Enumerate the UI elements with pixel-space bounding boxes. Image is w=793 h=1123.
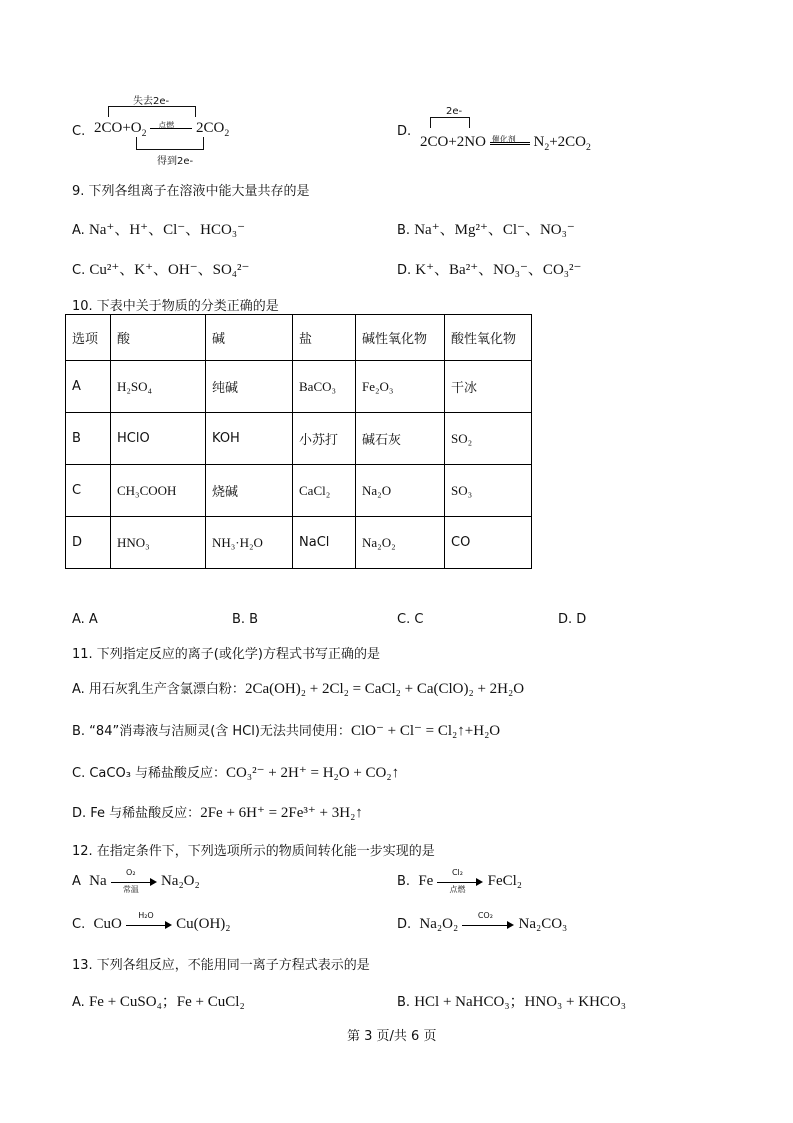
table-cell: CO — [445, 517, 532, 569]
q11-option-c: C. CaCO₃ 与稀盐酸反应：CO₃²⁻ + 2H⁺ = H₂O + CO₂↑ — [72, 765, 400, 781]
table-cell: C — [66, 465, 111, 517]
header-cell: 酸性氧化物 — [445, 315, 532, 361]
table-header-row — [66, 315, 532, 361]
table-cell: 干冰 — [445, 361, 532, 413]
q8-d-top-note: 2e- — [446, 106, 463, 117]
q11-stem: 11. 下列指定反应的离子(或化学)方程式书写正确的是 — [72, 647, 380, 662]
q8-d-bracket — [430, 117, 470, 128]
q10-choice-a: A. A — [72, 612, 98, 627]
table-cell: Na₂O₂ — [356, 517, 445, 569]
table-row — [66, 465, 532, 517]
header-cell: 盐 — [293, 315, 356, 361]
table-row — [66, 361, 532, 413]
table-cell: Fe₂O₃ — [356, 361, 445, 413]
table-cell: CH₃COOH — [111, 465, 206, 517]
table-cell: 小苏打 — [293, 413, 356, 465]
q8-d-equation: 2CO+2NO 催化剂 $N_2+2CO_2$ — [420, 134, 591, 153]
page-number: 第 3 页/共 6 页 — [347, 1029, 437, 1044]
table-cell: 碱石灰 — [356, 413, 445, 465]
table-cell: 烧碱 — [206, 465, 293, 517]
table-cell: CaCl₂ — [293, 465, 356, 517]
q12-option-c: C. CuO H₂O Cu(OH)₂ — [72, 910, 231, 932]
q13-stem: 13. 下列各组反应，不能用同一离子方程式表示的是 — [72, 958, 370, 973]
q11-option-b: B. “84”消毒液与洁厕灵(含 HCl)无法共同使用：ClO⁻ + Cl⁻ = Cl₂↑+H₂O — [72, 723, 501, 739]
q12-stem: 12. 在指定条件下，下列选项所示的物质间转化能一步实现的是 — [72, 844, 435, 859]
reaction-arrow: H₂O — [126, 920, 172, 930]
table-cell: NH₃·H₂O — [206, 517, 293, 569]
q12-option-a: A Na O₂ 常温 Na₂O₂ — [72, 867, 200, 894]
table-cell: Na₂O — [356, 465, 445, 517]
table-row — [66, 517, 532, 569]
table-cell: B — [66, 413, 111, 465]
header-cell: 碱 — [206, 315, 293, 361]
header-cell: 酸 — [111, 315, 206, 361]
table-cell: SO₂ — [445, 413, 532, 465]
classification-table — [65, 314, 532, 569]
reaction-arrow: CO₂ — [462, 920, 514, 930]
header-cell: 选项 — [66, 315, 111, 361]
q9-option-c: C. Cu²⁺、K⁺、OH⁻、SO₄²⁻ — [72, 262, 250, 278]
table-cell: HNO₃ — [111, 517, 206, 569]
table-cell: SO₃ — [445, 465, 532, 517]
table-cell: KOH — [206, 413, 293, 465]
q11-option-d: D. Fe 与稀盐酸反应：2Fe + 6H⁺ = 2Fe³⁺ + 3H₂↑ — [72, 805, 363, 821]
q10-choice-d: D. D — [558, 612, 587, 627]
q12-option-b: B. Fe Cl₂ 点燃 FeCl₂ — [397, 867, 523, 894]
q8-c-top-bracket — [108, 106, 196, 117]
header-cell: 碱性氧化物 — [356, 315, 445, 361]
q13-option-a: A. Fe + CuSO₄；Fe + CuCl₂ — [72, 994, 245, 1010]
q8-c-label: C. — [72, 124, 86, 139]
q8-c-bottom-note: 得到2e- — [157, 156, 194, 167]
q8-c-bottom-bracket — [136, 137, 204, 150]
reaction-arrow: O₂ 常温 — [111, 877, 157, 887]
q10-stem: 10. 下表中关于物质的分类正确的是 — [72, 299, 279, 314]
q9-option-a: A. Na⁺、H⁺、Cl⁻、HCO₃⁻ — [72, 222, 246, 238]
table-cell: A — [66, 361, 111, 413]
q12-option-d: D. Na₂O₂ CO₂ Na₂CO₃ — [397, 910, 568, 932]
q10-choice-c: C. C — [397, 612, 424, 627]
q8-d-label: D. — [397, 124, 412, 139]
table-cell: D — [66, 517, 111, 569]
q8-c-top-note: 失去2e- — [133, 96, 170, 107]
q9-option-d: D. K⁺、Ba²⁺、NO₃⁻、CO₃²⁻ — [397, 262, 582, 278]
table-cell: HClO — [111, 413, 206, 465]
reaction-arrow: Cl₂ 点燃 — [437, 877, 483, 887]
table-cell: 纯碱 — [206, 361, 293, 413]
table-cell: BaCO₃ — [293, 361, 356, 413]
table-cell: NaCl — [293, 517, 356, 569]
q13-option-b: B. HCl + NaHCO₃；HNO₃ + KHCO₃ — [397, 994, 626, 1010]
table-row — [66, 413, 532, 465]
q9-option-b: B. Na⁺、Mg²⁺、Cl⁻、NO₃⁻ — [397, 222, 575, 238]
q8-c-equation: $2CO+O_2$ 点燃 $2CO_2$ — [94, 120, 230, 139]
table-cell: H₂SO₄ — [111, 361, 206, 413]
q11-option-a: A. 用石灰乳生产含氯漂白粉：2Ca(OH)₂ + 2Cl₂ = CaCl₂ + Ca(ClO)₂ + 2H₂O — [72, 681, 525, 697]
q9-stem: 9. 下列各组离子在溶液中能大量共存的是 — [72, 184, 310, 199]
q10-choice-b: B. B — [232, 612, 259, 627]
